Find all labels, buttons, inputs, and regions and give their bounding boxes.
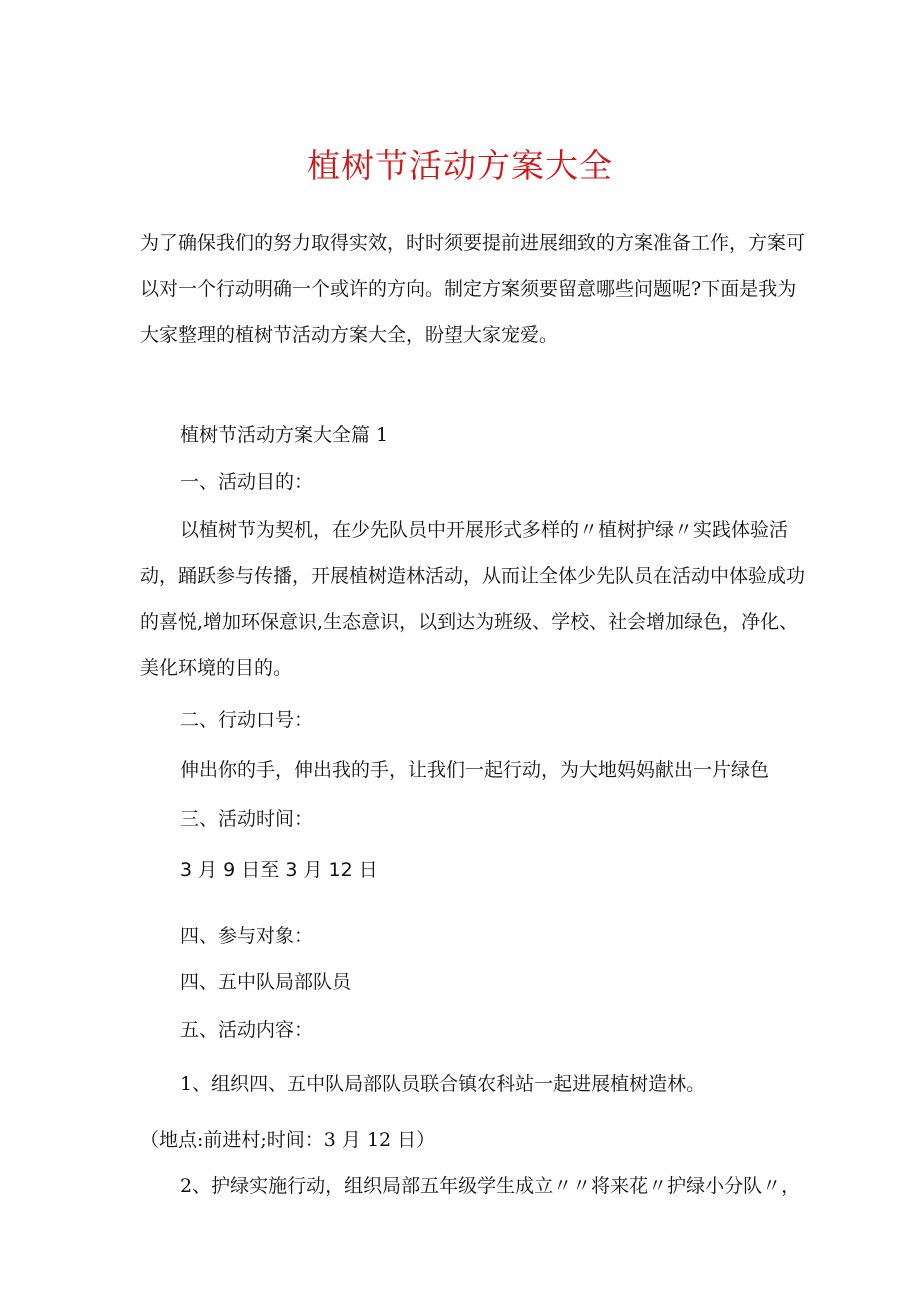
content-item-2: 2、护绿实施行动，组织局部五年级学生成立〃〃将来花〃护绿小分队〃，	[180, 1175, 801, 1197]
section-title: 植树节活动方案大全篇 1	[180, 424, 389, 446]
document-title: 植树节活动方案大全	[307, 146, 613, 185]
heading-objective: 一、活动目的：	[180, 471, 314, 493]
slogan-text: 伸出你的手，伸出我的手，让我们一起行动，为大地妈妈献出一片绿色	[180, 759, 770, 781]
time-value: 3 月 9 日至 3 月 12 日	[180, 859, 378, 881]
objective-paragraph: 以植树节为契机，在少先队员中开展形式多样的〃植树护绿〃实践体验活动，踊跃参与传播，开展植树造林活动，从而让全体少先队员在活动中体验成功的喜悦,增加环保意识,生态意识，以到达为班级、学校、社会增加绿色，净化、美化环境的目的。	[140, 519, 806, 679]
content-item-1-note: （地点:前进村;时间：3 月 12 日）	[140, 1129, 436, 1151]
heading-content: 五、活动内容：	[180, 1019, 314, 1041]
participants-text: 四、五中队局部队员	[180, 971, 352, 993]
heading-time: 三、活动时间：	[180, 808, 314, 830]
heading-participants: 四、参与对象：	[180, 925, 314, 947]
content-item-1: 1、组织四、五中队局部队员联合镇农科站一起进展植树造林。	[180, 1073, 706, 1095]
intro-paragraph: 为了确保我们的努力取得实效，时时须要提前进展细致的方案准备工作，方案可以对一个行动明确一个或许的方向。制定方案须要留意哪些问题呢?下面是我为大家整理的植树节活动方案大全，盼望大家宠爱。	[140, 232, 806, 346]
heading-slogan: 二、行动口号：	[180, 709, 314, 731]
